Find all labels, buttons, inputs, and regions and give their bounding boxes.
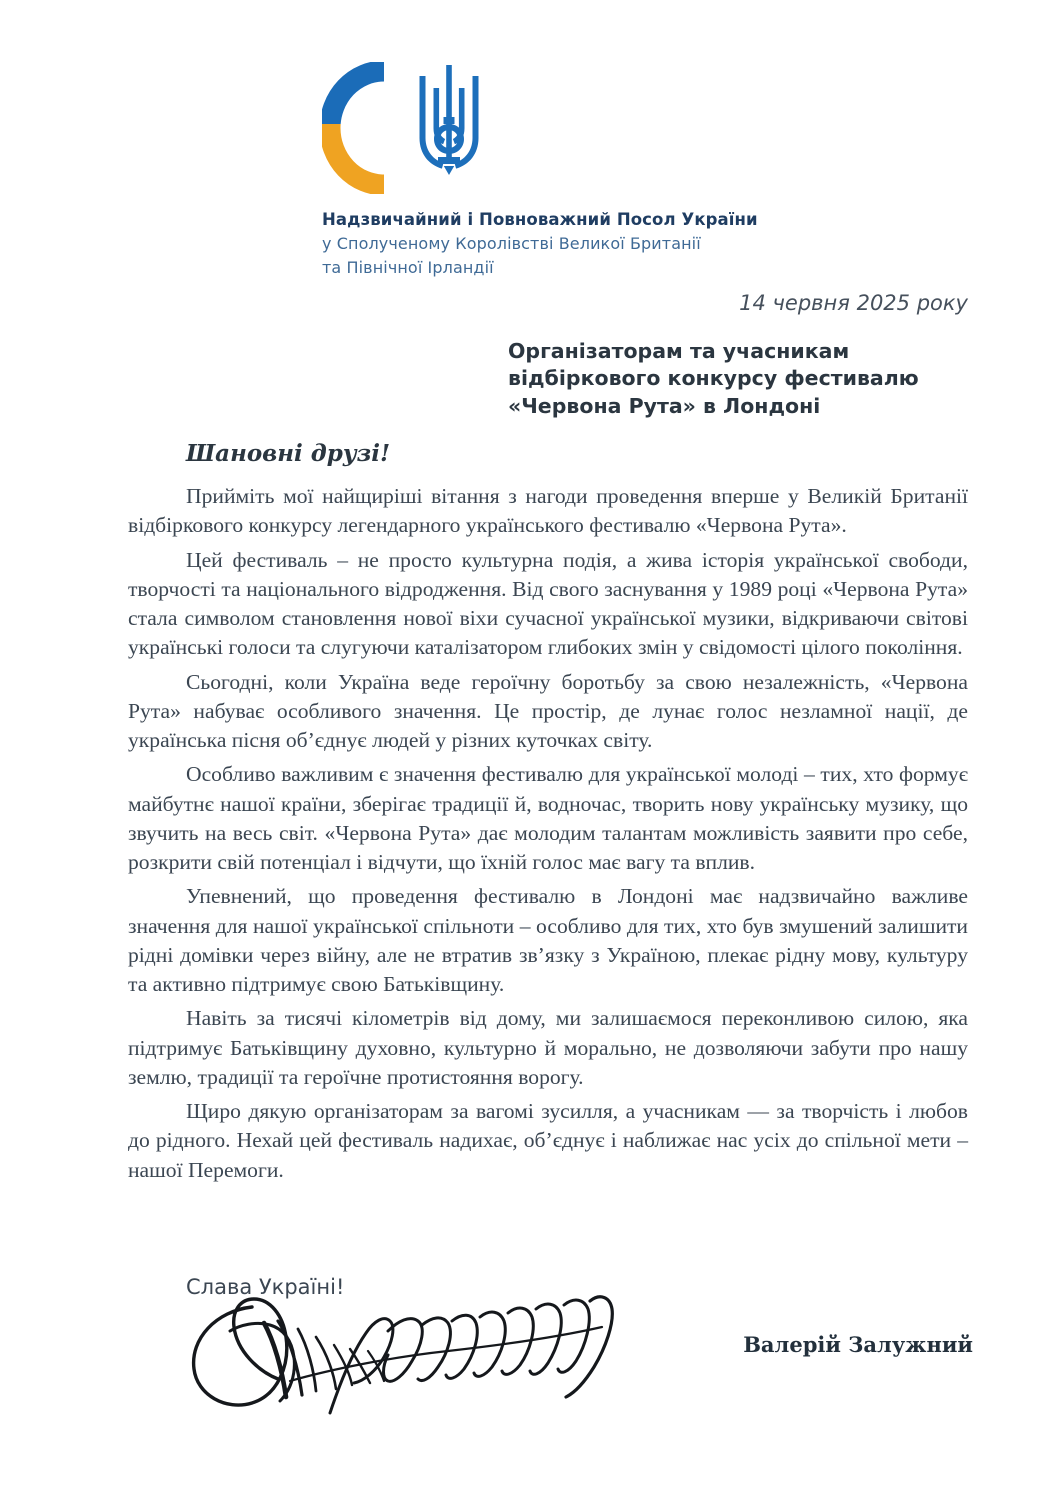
addressee-block: [508, 338, 919, 420]
letterhead-line-3: та Північної Ірландії: [322, 257, 494, 277]
letterhead-line-2: у Сполученому Королівстві Великої Британії: [322, 234, 701, 254]
body-paragraph: Навіть за тисячі кілометрів від дому, ми залишаємося переконливою силою, яка підтримує Батьківщину духовно, культурно й морально, не дозволяючи забути про нашу землю, традиції та героїчне протистояння ворогу.: [128, 1006, 968, 1089]
body-paragraph: Щиро дякую організаторам за вагомі зусилля, а учасникам — за творчість і любов до рідного. Нехай цей фестиваль надихає, об’єднує і наближає нас усіх до спільної мети – нашої Перемоги.: [128, 1099, 968, 1182]
body-paragraph: Упевнений, що проведення фестивалю в Лондоні має надзвичайно важливе значення для нашої української спільноти – особливо для тих, хто був змушений залишити рідні домівки через війну, але не втратив зв’язку з Україною, плекає рідну мову, культуру та активно підтримує свою Батьківщину.: [128, 884, 968, 996]
body-paragraph: Цей фестиваль – не просто культурна подія, а жива історія української свободи, творчості та національного відродження. Від свого заснування у 1989 році «Червона Рута» стала символом становлення нової віхи сучасної української музики, відкриваючи світові українські голоси та слугуючи каталізатором глибоких змін у свідомості цілого покоління.: [128, 547, 968, 660]
salutation: Шановні друзі!: [186, 440, 391, 467]
closing-line: Слава Україні!: [186, 1275, 345, 1299]
emblem-group: [322, 62, 942, 194]
letterhead-line-1: Надзвичайний і Повноважний Посол України: [322, 210, 758, 229]
handwritten-signature-icon: [182, 1285, 702, 1415]
addressee-line-2: відбіркового конкурсу фестивалю: [508, 366, 919, 391]
letter-body: [128, 482, 968, 1185]
addressee-line-1: Організаторам та учасникам: [508, 339, 850, 363]
ukrainian-trident-icon: [416, 62, 482, 178]
letterhead: [322, 62, 942, 279]
body-paragraph: Особливо важливим є значення фестивалю для української молоді – тих, хто формує майбутнє нашої країни, зберігає традиції й, водночас, творить нову українську музику, що звучить на весь світ. «Червона Рута» дає молодим талантам можливість заявити про себе, розкрити свій потенціал і відчути, що їхній голос має вагу та вплив.: [128, 762, 968, 874]
letter-date: 14 червня 2025 року: [739, 291, 968, 315]
addressee-line-3: «Червона Рута» в Лондоні: [508, 393, 821, 418]
letterhead-text: [322, 208, 942, 279]
ukrainian-flag-crescent-icon: [322, 62, 394, 194]
body-paragraph: Прийміть мої найщиріші вітання з нагоди проведення вперше у Великій Британії відбіркового конкурсу легендарного українського фестивалю «Червона Рута».: [128, 484, 968, 538]
signer-name: Валерій Залужний: [743, 1332, 973, 1357]
body-paragraph: Сьогодні, коли Україна веде героїчну боротьбу за свою незалежність, «Червона Рута» набуває особливого значення. Це простір, де лунає голос незламної нації, де українська пісня об’єднує людей у різних куточках світу.: [128, 669, 968, 752]
